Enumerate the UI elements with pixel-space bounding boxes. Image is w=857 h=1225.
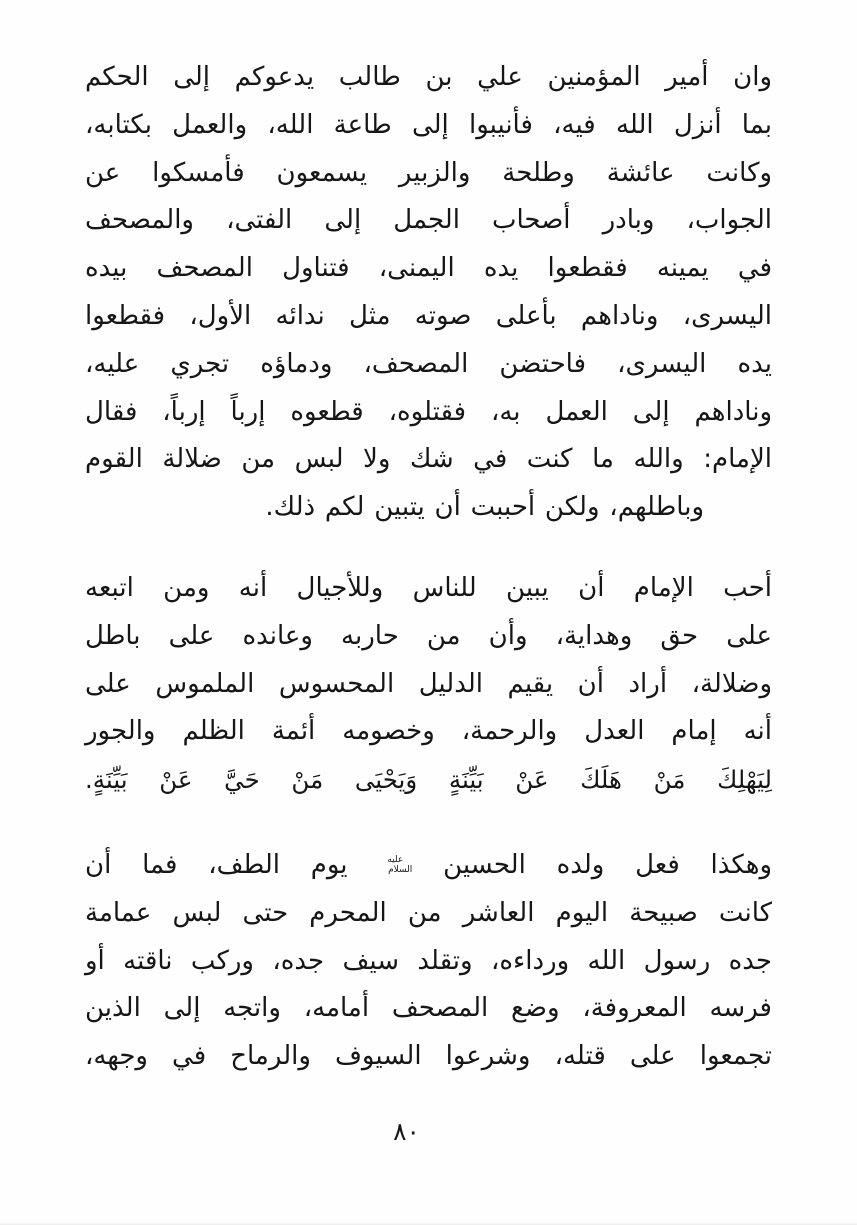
text-line: وان أمير المؤمنين علي بن طالب يدعوكم إلى الحكم	[85, 62, 772, 92]
paragraph-3	[85, 842, 772, 1081]
text-line: كانت صبيحة اليوم العاشر من المحرم حتى لبس عمامة	[85, 897, 772, 928]
text-line: فرسه المعروفة، وضع المصحف أمامه، واتجه إلى الذين	[85, 993, 772, 1024]
text-line: يده اليسرى، فاحتضن المصحف، ودماؤه تجري عليه،	[85, 348, 772, 379]
text-line: جده رسول الله ورداءه، وتقلد سيف جده، وركب ناقته أو	[85, 945, 772, 976]
text-line: اليسرى، وناداهم بأعلى صوته مثل ندائه الأول، فقطعوا	[85, 300, 772, 331]
text-segment: يوم الطف، فما أن	[85, 850, 348, 880]
text-line: تجمعوا على قتله، وشرعوا السيوف والرماح في وجهه،	[85, 1041, 772, 1072]
text-line: أحب الإمام أن يبين للناس وللأجيال أنه ومن اتبعه	[85, 573, 772, 603]
honorific-alayhi-assalam-symbol: عليه السلام	[387, 855, 413, 875]
text-line: في يمينه فقطعوا يده اليمنى، فتناول المصحف بيده	[85, 253, 772, 284]
text-line: وضلالة، أراد أن يقيم الدليل المحسوس الملموس على	[85, 668, 772, 699]
text-line: بما أنزل الله فيه، فأنيبوا إلى طاعة الله، والعمل بكتابه،	[85, 109, 772, 140]
text-line: وناداهم إلى العمل به، فقتلوه، قطعوه إرباً إرباً، فقال	[85, 396, 772, 427]
text-line: وباطلهم، ولكن أحببت أن يتبين لكم ذلك.	[265, 492, 704, 523]
paragraph-1	[85, 54, 772, 532]
text-line: وكانت عائشة وطلحة والزبير يسمعون فأمسكوا عن	[85, 157, 772, 188]
text-line: الإمام: والله ما كنت في شك ولا لبس من ضلالة القوم	[85, 444, 772, 475]
text-line: على حق وهداية، وأن من حاربه وعانده على باطل	[85, 620, 772, 651]
text-line: الجواب، وبادر أصحاب الجمل إلى الفتى، والمصحف	[85, 205, 772, 236]
paragraph-2	[85, 565, 772, 804]
page-number: ٨٠	[393, 1117, 420, 1146]
text-segment: وهكذا فعل ولده الحسين	[443, 850, 773, 880]
text-line-with-honorific	[85, 842, 772, 890]
text-line: أنه إمام العدل والرحمة، وخصومه أئمة الظلم والجور	[85, 716, 772, 747]
quran-verse-line: لِيَهْلِكَ مَنْ هَلَكَ عَنْ بَيِّنَةٍ وَيَحْيَى مَنْ حَيَّ عَنْ بَيِّنَةٍ.	[85, 765, 772, 795]
